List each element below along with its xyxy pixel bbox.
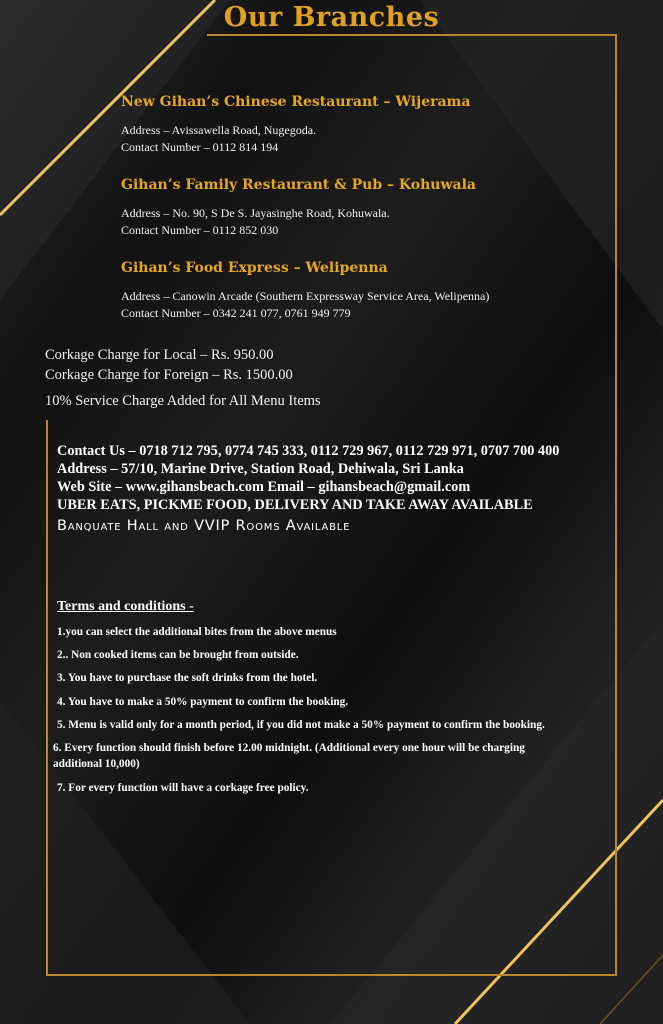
contact-web-email: Web Site – www.gihansbeach.com Email – gihansbeach@gmail.com xyxy=(57,479,471,495)
term-item: 5. Menu is valid only for a month period, if you did not make a 50% payment to confirm the booking. xyxy=(57,719,545,731)
branch-address: Address – Canowin Arcade (Southern Expressway Service Area, Welipenna) xyxy=(121,289,490,303)
branch-contact: Contact Number – 0112 852 030 xyxy=(121,223,279,237)
corkage-foreign: Corkage Charge for Foreign – Rs. 1500.00 xyxy=(45,367,293,383)
branch-name: Gihan’s Food Express – Welipenna xyxy=(121,260,388,276)
term-item: 2.. Non cooked items can be brought from outside. xyxy=(57,649,299,661)
contact-phones: Contact Us – 0718 712 795, 0774 745 333, 0112 729 967, 0112 729 971, 0707 700 400 xyxy=(57,443,560,459)
branch-address: Address – Avissawella Road, Nugegoda. xyxy=(121,123,317,137)
branch-contact: Contact Number – 0342 241 077, 0761 949 779 xyxy=(121,306,351,320)
terms-title: Terms and conditions - xyxy=(57,599,194,614)
term-item: 6. Every function should finish before 12.00 midnight. (Additional every one hour will be charging xyxy=(53,742,525,754)
branch-welipenna xyxy=(121,260,489,322)
contact-block xyxy=(57,442,559,537)
frame-top xyxy=(207,34,617,36)
branch-address: Address – No. 90, S De S. Jayasinghe Road, Kohuwala. xyxy=(121,206,390,220)
term-item: 7. For every function will have a corkage free policy. xyxy=(57,782,309,794)
corkage-local: Corkage Charge for Local – Rs. 950.00 xyxy=(45,347,274,363)
delivery-notice: UBER EATS, PICKME FOOD, DELIVERY AND TAKE AWAY AVAILABLE xyxy=(57,497,533,513)
branch-kohuwala xyxy=(121,177,476,239)
frame-bottom xyxy=(46,974,617,976)
frame-right xyxy=(615,34,617,975)
branch-wijerama xyxy=(121,94,470,156)
branch-name: Gihan’s Family Restaurant & Pub – Kohuwala xyxy=(121,177,476,193)
term-item: 1.you can select the additional bites from the above menus xyxy=(57,626,337,638)
term-item: 4. You have to make a 50% payment to confirm the booking. xyxy=(57,696,349,708)
banquet-notice: Banquate Hall and VVIP Rooms Available xyxy=(57,518,351,534)
branch-name: New Gihan’s Chinese Restaurant – Wijerama xyxy=(121,94,471,110)
term-item: 3. You have to purchase the soft drinks from the hotel. xyxy=(57,672,318,684)
service-charge: 10% Service Charge Added for All Menu Items xyxy=(45,393,321,409)
contact-address: Address – 57/10, Marine Drive, Station Road, Dehiwala, Sri Lanka xyxy=(57,461,464,477)
term-item: additional 10,000) xyxy=(53,758,140,770)
frame-left xyxy=(46,420,48,976)
page-title: Our Branches xyxy=(223,2,440,33)
branch-contact: Contact Number – 0112 814 194 xyxy=(121,140,279,154)
